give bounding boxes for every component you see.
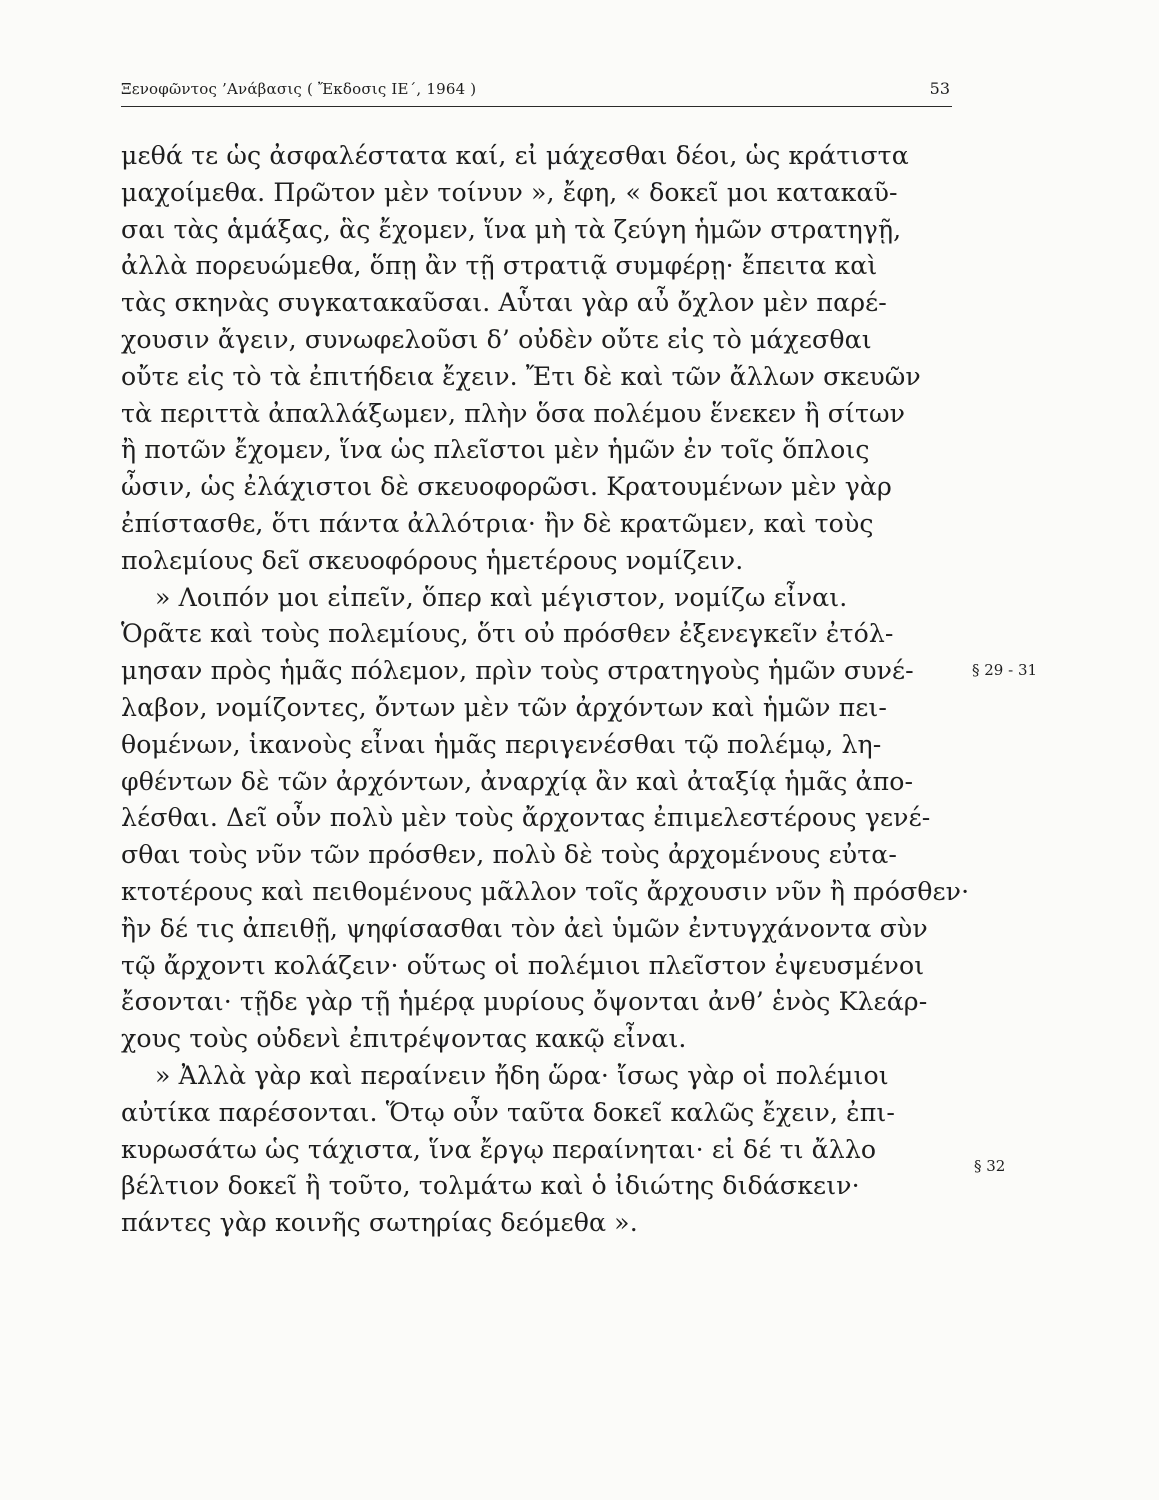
text-line: Ὁρᾶτε καὶ τοὺς πολεμίους, ὅτι οὐ πρόσθεν ἐξενεγκεῖν ἐτόλ- xyxy=(121,619,894,649)
running-title: Ξενοφῶντος ’Ανάβασις ( Ἔκδοσις ΙΕ΄, 1964 ) xyxy=(121,80,477,98)
text-line: κυρωσάτω ὡς τάχιστα, ἵνα ἔργῳ περαίνηται· εἰ δέ τι ἄλλο xyxy=(121,1134,877,1164)
paragraph-start-line: » Ἀλλὰ γὰρ καὶ περαίνειν ἤδη ὥρα· ἴσως γὰρ οἱ πολέμιοι xyxy=(155,1060,889,1090)
margin-section-ref: § 29 - 31 xyxy=(972,661,1038,679)
text-line: ἢ ποτῶν ἔχομεν, ἵνα ὡς πλεῖστοι μὲν ἡμῶν ἐν τοῖς ὅπλοις xyxy=(121,435,870,465)
text-line: οὔτε εἰς τὸ τὰ ἐπιτήδεια ἔχειν. Ἔτι δὲ καὶ τῶν ἄλλων σκευῶν xyxy=(121,361,921,391)
text-line: τὰ περιττὰ ἀπαλλάξωμεν, πλὴν ὅσα πολέμου ἕνεκεν ἢ σίτων xyxy=(121,398,906,428)
text-line: ἔσονται· τῇδε γὰρ τῇ ἡμέρᾳ μυρίους ὄψονται ἀνθ’ ἑνὸς Κλεάρ- xyxy=(121,987,928,1017)
text-line: σθαι τοὺς νῦν τῶν πρόσθεν, πολὺ δὲ τοὺς ἀρχομένους εὐτα- xyxy=(121,840,897,870)
text-line: ἢν δέ τις ἀπειθῇ, ψηφίσασθαι τὸν ἀεὶ ὑμῶν ἐντυγχάνοντα σὺν xyxy=(121,913,928,943)
text-line: αὐτίκα παρέσονται. Ὅτῳ οὖν ταῦτα δοκεῖ καλῶς ἔχειν, ἐπι- xyxy=(121,1097,896,1127)
text-line: χουσιν ἄγειν, συνωφελοῦσι δ’ οὐδὲν οὔτε εἰς τὸ μάχεσθαι xyxy=(121,324,872,354)
margin-section-ref: § 32 xyxy=(974,1157,1006,1175)
paragraph-start-line: » Λοιπόν μοι εἰπεῖν, ὅπερ καὶ μέγιστον, νομίζω εἶναι. xyxy=(155,582,848,612)
text-line: βέλτιον δοκεῖ ἢ τοῦτο, τολμάτω καὶ ὁ ἰδιώτης διδάσκειν· xyxy=(121,1171,860,1201)
body-text xyxy=(121,138,970,1242)
text-line: τῷ ἄρχοντι κολάζειν· οὕτως οἱ πολέμιοι πλεῖστον ἐψευσμένοι xyxy=(121,950,925,980)
text-line: λαβον, νομίζοντες, ὄντων μὲν τῶν ἀρχόντων καὶ ἡμῶν πει- xyxy=(121,692,888,722)
text-line: τὰς σκηνὰς συγκατακαῦσαι. Αὗται γὰρ αὖ ὄχλον μὲν παρέ- xyxy=(121,288,887,318)
text-line: ἐπίστασθε, ὅτι πάντα ἀλλότρια· ἢν δὲ κρατῶμεν, καὶ τοὺς xyxy=(121,508,874,538)
text-line: μεθά τε ὡς ἀσφαλέστατα καί, εἰ μάχεσθαι δέοι, ὡς κράτιστα xyxy=(121,141,909,170)
page-header xyxy=(121,76,952,107)
text-line: μησαν πρὸς ἡμᾶς πόλεμον, πρὶν τοὺς στρατηγοὺς ἡμῶν συνέ- xyxy=(121,656,914,686)
text-line: πολεμίους δεῖ σκευοφόρους ἡμετέρους νομίζειν. xyxy=(121,545,744,575)
text-line: ἀλλὰ πορευώμεθα, ὅπῃ ἂν τῇ στρατιᾷ συμφέρῃ· ἔπειτα καὶ xyxy=(121,251,878,281)
text-line: φθέντων δὲ τῶν ἀρχόντων, ἀναρχίᾳ ἂν καὶ ἀταξίᾳ ἡμᾶς ἀπο- xyxy=(121,766,914,796)
text-line: θομένων, ἱκανοὺς εἶναι ἡμᾶς περιγενέσθαι τῷ πολέμῳ, λη- xyxy=(121,729,882,759)
text-line: μαχοίμεθα. Πρῶτον μὲν τοίνυν », ἔφη, « δοκεῖ μοι κατακαῦ- xyxy=(121,177,898,207)
page-number: 53 xyxy=(929,79,950,98)
text-line: ὦσιν, ὡς ἐλάχιστοι δὲ σκευοφορῶσι. Κρατουμένων μὲν γὰρ xyxy=(121,472,892,502)
text-line: σαι τὰς ἁμάξας, ἃς ἔχομεν, ἵνα μὴ τὰ ζεύγη ἡμῶν στρατηγῇ, xyxy=(121,214,902,244)
text-line: χους τοὺς οὐδενὶ ἐπιτρέψοντας κακῷ εἶναι. xyxy=(121,1024,687,1054)
text-line: κτοτέρους καὶ πειθομένους μᾶλλον τοῖς ἄρχουσιν νῦν ἢ πρόσθεν· xyxy=(121,876,970,906)
text-line: λέσθαι. Δεῖ οὖν πολὺ μὲν τοὺς ἄρχοντας ἐπιμελεστέρους γενέ- xyxy=(121,803,931,833)
text-line: πάντες γὰρ κοινῆς σωτηρίας δεόμεθα ». xyxy=(121,1208,638,1238)
